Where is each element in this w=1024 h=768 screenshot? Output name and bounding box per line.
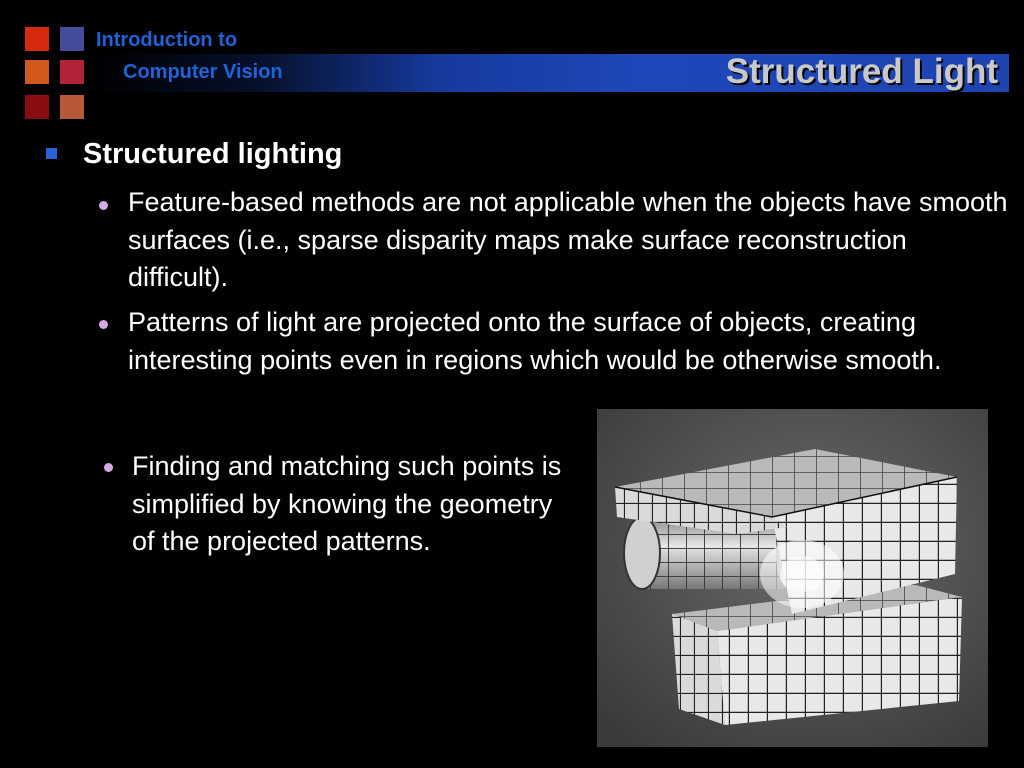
structured-light-grid-on-blocks-icon <box>597 409 988 747</box>
course-title-line1: Introduction to <box>96 29 238 51</box>
decor-square-crimson <box>60 60 84 84</box>
decor-square-orange <box>25 60 49 84</box>
decor-square-maroon <box>25 95 49 119</box>
decor-square-indigo <box>60 27 84 51</box>
bullet-item: Patterns of light are projected onto the surface of objects, creating interesting points even in regions which would be otherwise smooth. <box>128 307 942 375</box>
bullet-heading: Structured lighting <box>83 138 343 170</box>
slide-title: Structured Light <box>725 52 998 91</box>
decor-square-terracotta <box>60 95 84 119</box>
dot-bullet-icon <box>104 463 113 472</box>
bullet-item: Feature-based methods are not applicable when the objects have smooth surfaces (i.e., sparse disparity maps make surface reconstruction difficult). <box>128 187 1008 292</box>
dot-bullet-icon <box>99 320 108 329</box>
structured-light-photo <box>597 409 988 747</box>
square-bullet-icon <box>46 148 57 159</box>
decor-square-red <box>25 27 49 51</box>
bullet-item: Finding and matching such points is simplified by knowing the geometry of the projected patterns. <box>132 451 562 556</box>
dot-bullet-icon <box>99 201 108 210</box>
course-title-line2: Computer Vision <box>123 61 283 83</box>
